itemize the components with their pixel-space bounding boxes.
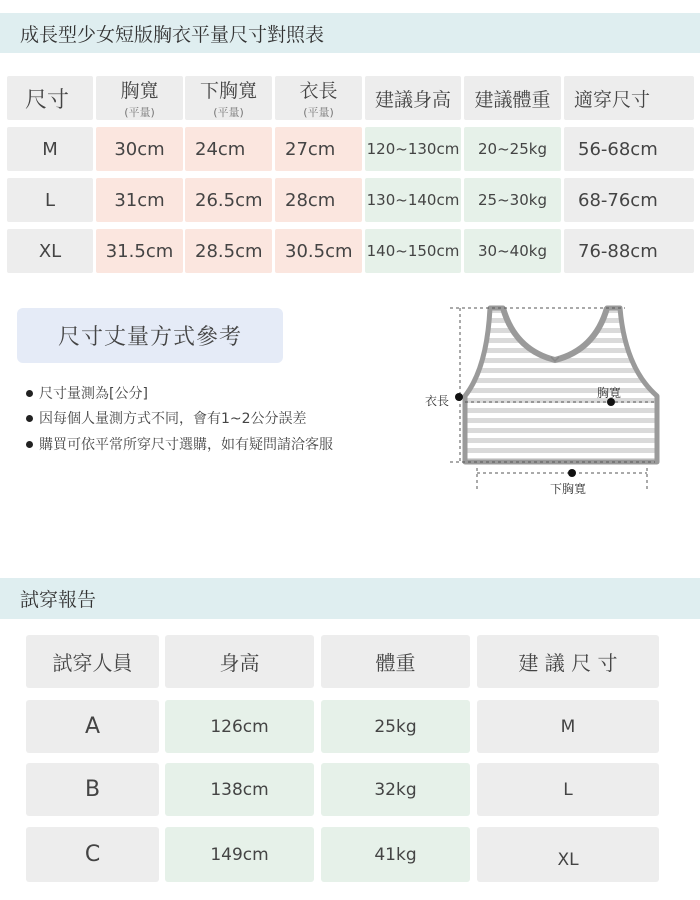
header-underbust: 下胸寬 (平量): [185, 76, 272, 120]
trial-row-a-height: 126cm: [165, 700, 314, 753]
trial-row-b-height: 138cm: [165, 763, 314, 816]
length-marker-icon: [455, 393, 463, 401]
size-row-l-size: L: [7, 178, 93, 222]
size-row-m-weight: 20~25kg: [464, 127, 561, 171]
trial-row-c-height: 149cm: [165, 827, 314, 882]
underbust-label: 下胸寬: [550, 482, 587, 496]
size-row-m-fit: 56-68cm: [564, 127, 694, 171]
size-row-l-height: 130~140cm: [365, 178, 461, 222]
size-row-xl-chest: 31.5cm: [96, 229, 183, 273]
bullet-icon: [26, 441, 33, 448]
size-row-m-chest: 30cm: [96, 127, 183, 171]
size-row-m-height: 120~130cm: [365, 127, 461, 171]
size-row-xl-size: XL: [7, 229, 93, 273]
header-size: 尺寸: [7, 76, 93, 120]
trial-report-title: 試穿報告: [20, 589, 97, 611]
size-row-xl-fit: 76-88cm: [564, 229, 694, 273]
size-chart-title-bar: [0, 13, 700, 53]
trial-row-c-weight: 41kg: [321, 827, 470, 882]
note-item: 因每個人量測方式不同，會有1~2公分誤差: [26, 408, 307, 428]
trial-row-b-weight: 32kg: [321, 763, 470, 816]
trial-row-a-weight: 25kg: [321, 700, 470, 753]
trial-header-height: 身高: [165, 635, 314, 688]
size-row-l-chest: 31cm: [96, 178, 183, 222]
chest-label: 胸寬: [597, 386, 622, 400]
trial-row-b-size: L: [477, 763, 659, 816]
trial-row-a-person: A: [26, 700, 159, 753]
size-row-xl-underbust: 28.5cm: [185, 229, 272, 273]
size-row-xl-height: 140~150cm: [365, 229, 461, 273]
trial-row-b-person: B: [26, 763, 159, 816]
bra-shape: [455, 298, 665, 468]
size-row-m-underbust: 24cm: [185, 127, 272, 171]
size-row-xl-length: 30.5cm: [275, 229, 362, 273]
size-row-xl-weight: 30~40kg: [464, 229, 561, 273]
size-row-m-size: M: [7, 127, 93, 171]
size-row-l-length: 28cm: [275, 178, 362, 222]
note-item: 購買可依平常所穿尺寸選購，如有疑問請洽客服: [26, 434, 333, 454]
bullet-icon: [26, 415, 33, 422]
header-fit-size: 適穿尺寸: [564, 76, 694, 120]
size-row-l-fit: 68-76cm: [564, 178, 694, 222]
trial-report-title-bar: [0, 578, 700, 619]
size-chart-title: 成長型少女短版胸衣平量尺寸對照表: [20, 23, 325, 46]
bullet-icon: [26, 390, 33, 397]
size-row-m-length: 27cm: [275, 127, 362, 171]
measure-method-badge: 尺寸丈量方式參考: [17, 308, 283, 363]
underbust-marker-icon: [568, 469, 576, 477]
trial-header-weight: 體重: [321, 635, 470, 688]
bra-measurement-diagram: [415, 298, 675, 503]
trial-header-recommended-size: 建 議 尺 寸: [477, 635, 659, 688]
header-length: 衣長 (平量): [275, 76, 362, 120]
trial-header-person: 試穿人員: [26, 635, 159, 688]
note-item: 尺寸量測為[公分]: [26, 383, 148, 403]
size-row-l-weight: 25~30kg: [464, 178, 561, 222]
trial-row-c-person: C: [26, 827, 159, 882]
header-weight: 建議體重: [464, 76, 561, 120]
trial-row-a-size: M: [477, 700, 659, 753]
header-chest: 胸寬 (平量): [96, 76, 183, 120]
header-height: 建議身高: [365, 76, 461, 120]
size-row-l-underbust: 26.5cm: [185, 178, 272, 222]
length-label: 衣長: [425, 394, 450, 408]
trial-row-c-size: XL: [477, 827, 659, 882]
